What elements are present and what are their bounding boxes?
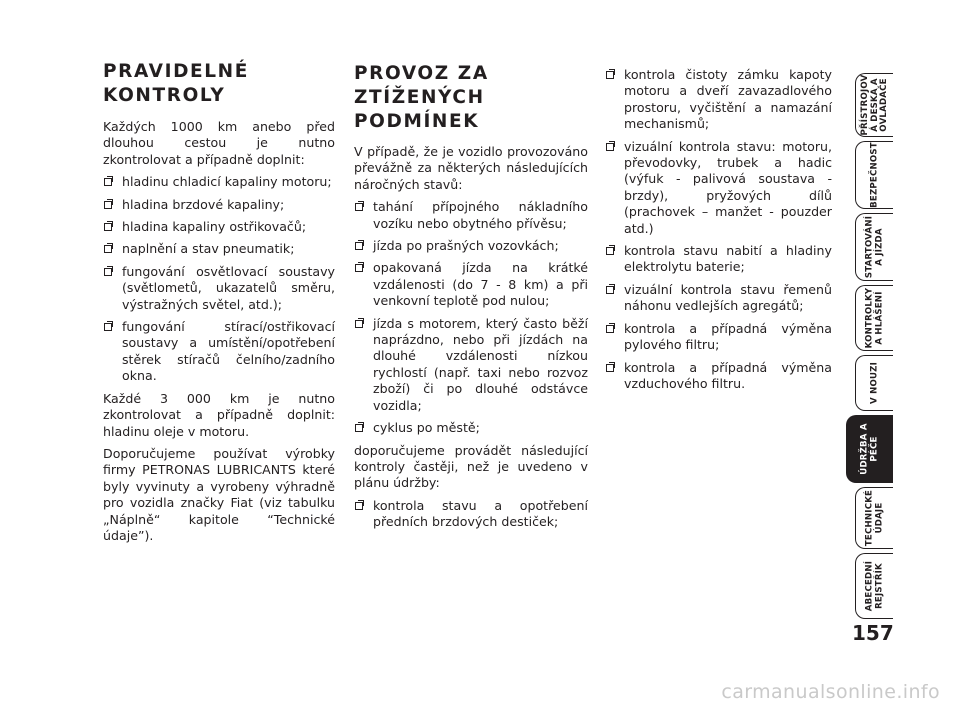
list-item (103, 241, 335, 257)
tab-index[interactable] (855, 553, 893, 619)
checkbox-bullet-icon (606, 247, 614, 255)
list-item-text: hladina kapaliny ostřikovačů; (122, 219, 307, 235)
list-item (354, 260, 588, 309)
page-number: 157 (852, 621, 894, 645)
list-item-text: fungování stírací/ostřikovací soustavy a umístění/opotřebení stěrek stíračů čelního/zadního okna. (122, 319, 335, 384)
list-item (605, 282, 832, 315)
tab-warning-lights[interactable] (855, 285, 893, 351)
column-regular-checks (103, 60, 335, 550)
column-checks-continued (605, 67, 832, 398)
intro-paragraph: V případě, že je vozidlo provozováno převážně za některých následujících náročných stavů: (354, 144, 588, 192)
list-item-text: vizuální kontrola stavu: motoru, převodovky, trubek a hadic (výfuk - palivová soustava - brzdy), pryžových dílů (prachovek – manžet - pouzder atd.) (624, 138, 832, 236)
checkbox-bullet-icon (606, 71, 614, 79)
list-item (103, 264, 335, 313)
checkbox-bullet-icon (355, 242, 363, 250)
list-item-text: jízda po prašných vozovkách; (373, 238, 559, 254)
list-item (605, 360, 832, 393)
list-item (354, 316, 588, 414)
checks-list-continued (605, 67, 832, 392)
list-item (354, 238, 588, 254)
checkbox-bullet-icon (355, 320, 363, 328)
tab-safety[interactable] (855, 141, 893, 209)
list-item (354, 420, 588, 436)
conditions-list (354, 199, 588, 436)
list-item-text: cyklus po městě; (373, 420, 480, 436)
heading-line: PROVOZ ZA (354, 63, 489, 84)
list-item (354, 498, 588, 531)
list-item (103, 219, 335, 235)
checkbox-bullet-icon (355, 203, 363, 211)
checkbox-bullet-icon (355, 502, 363, 510)
tab-label: ABECEDNÍ REJSTŘÍK (864, 560, 884, 612)
checkbox-bullet-icon (104, 178, 112, 186)
list-item (605, 321, 832, 354)
tab-label: BEZPEČNOST (868, 142, 879, 208)
watermark: carmanualsonline.info (721, 681, 940, 703)
tab-emergency[interactable] (855, 355, 893, 411)
heading-regular-checks (103, 60, 335, 108)
list-item-text: kontrola stavu a opotřebení předních brzdových destiček; (373, 497, 588, 530)
heading-line: ZTÍŽENÝCH (354, 87, 485, 108)
list-item-text: kontrola a případná výměna pylového filtru; (624, 320, 832, 353)
tab-label: KONTROLKY A HLÁŠENÍ (864, 287, 884, 349)
checkbox-bullet-icon (104, 268, 112, 276)
tab-label: PŘÍSTROJOV Á DESKA A OVLADAČE (859, 74, 889, 136)
checkbox-bullet-icon (104, 223, 112, 231)
intro-paragraph: Každých 1000 km anebo před dlouhou cestou je nutno zkontrolovat a případně doplnit: (103, 119, 335, 167)
list-item-text: hladinu chladicí kapaliny motoru; (122, 174, 332, 190)
checkbox-bullet-icon (355, 424, 363, 432)
list-item-text: kontrola a případná výměna vzduchového filtru. (624, 359, 832, 391)
list-item-text: tahání přípojného nákladního vozíku nebo obytného přívěsu; (373, 199, 588, 231)
list-item-text: vizuální kontrola stavu řemenů náhonu vedlejších agregátů; (624, 281, 832, 314)
checkbox-bullet-icon (606, 143, 614, 151)
paragraph-recommendation: doporučujeme provádět následující kontroly častěji, než je uvedeno v plánu údržby: (354, 442, 588, 491)
list-item-text: naplnění a stav pneumatik; (122, 241, 295, 257)
tab-label: V NOUZI (868, 362, 879, 404)
checklist (103, 174, 335, 384)
tab-label: TECHNICKÉ ÚDAJE (864, 489, 884, 547)
checkbox-bullet-icon (355, 264, 363, 272)
list-item (605, 243, 832, 276)
checkbox-bullet-icon (606, 286, 614, 294)
checkbox-bullet-icon (606, 364, 614, 372)
heading-line: PODMÍNEK (354, 111, 480, 132)
tab-label: ÚDRŽBA A PÉČE (859, 423, 879, 475)
checkbox-bullet-icon (104, 323, 112, 331)
tab-starting-driving[interactable] (855, 213, 893, 281)
list-item-text: kontrola stavu nabití a hladiny elektrolytu baterie; (624, 243, 832, 275)
list-item-text: fungování osvětlovací soustavy (světlometů, ukazatelů směru, výstražných světel, atd.); (122, 263, 335, 312)
column-severe-conditions (354, 62, 588, 537)
heading-line: PRAVIDELNÉ (103, 61, 249, 82)
list-item-text: hladina brzdové kapaliny; (122, 196, 285, 212)
list-item (103, 174, 335, 190)
list-item (103, 197, 335, 213)
list-item-text: opakovaná jízda na krátké vzdálenosti (do 7 - 8 km) a při venkovní teplotě pod nulou; (373, 260, 588, 309)
heading-severe-conditions (354, 62, 588, 134)
heading-line: KONTROLY (103, 85, 226, 106)
list-item (354, 199, 588, 232)
checkbox-bullet-icon (104, 201, 112, 209)
list-item-text: kontrola čistoty zámku kapoty motoru a dveří zavazadlového prostoru, vyčištění a namazání mechanismů; (624, 67, 832, 132)
checkbox-bullet-icon (104, 245, 112, 253)
checks-list (354, 498, 588, 531)
tab-label: STARTOVÁNÍ A JÍZDA (864, 215, 884, 279)
list-item (103, 319, 335, 385)
paragraph-oil-check: Každé 3 000 km je nutno zkontrolovat a případně doplnit: hladinu oleje v motoru. (103, 390, 335, 439)
tab-maintenance-care[interactable] (846, 415, 893, 483)
list-item (605, 67, 832, 133)
tab-instruments[interactable] (855, 73, 893, 137)
paragraph-recommendation: Doporučujeme používat výrobky firmy PETRONAS LUBRICANTS které byly vyvinuty a vyrobeny výhradně pro vozidla značky Fiat (viz tabulku „Náplně“ kapitole “Technické údaje”). (103, 445, 335, 543)
list-item (605, 139, 832, 237)
tab-technical-data[interactable] (855, 487, 893, 549)
checkbox-bullet-icon (606, 325, 614, 333)
list-item-text: jízda s motorem, který často běží naprázdno, nebo při jízdách na dlouhé vzdálenosti nízkou rychlostí (např. taxi nebo rozvoz zboží) či po dlouhé odstávce vozidla; (373, 315, 588, 413)
